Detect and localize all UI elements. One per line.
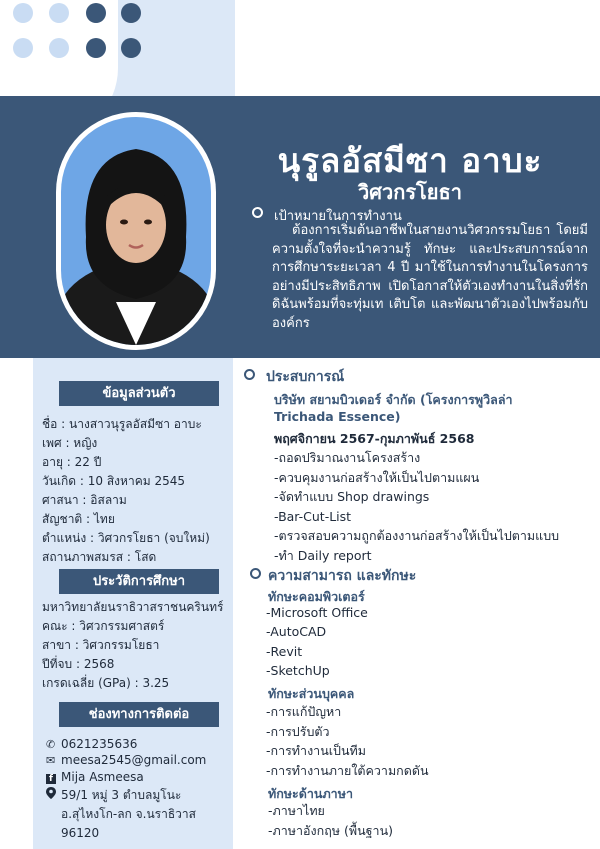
decor-dot [13, 3, 33, 23]
decor-dot [13, 38, 33, 58]
education-line: คณะ : วิศวกรรมศาสตร์ [42, 619, 165, 633]
phone-text: 0621235636 [61, 737, 138, 751]
goal-title: เป้าหมายในการทำงาน [274, 209, 402, 224]
location-pin-icon [46, 786, 59, 805]
personal-skill-item: -การทำงานเป็นทีม [266, 743, 366, 758]
personal-info-line: เพศ : หญิง [42, 436, 98, 450]
decor-dot [121, 38, 141, 58]
contact-heading: ช่องทางการติดต่อ [59, 702, 219, 727]
personal-info-line: สัญชาติ : ไทย [42, 512, 115, 526]
profile-photo [61, 117, 211, 345]
email-text: meesa2545@gmail.com [61, 753, 207, 767]
task-item: -Bar-Cut-List [274, 509, 352, 524]
education-heading: ประวัติการศึกษา [59, 569, 219, 594]
company-line-1: บริษัท สยามบิวเดอร์ จำกัด (โครงการพูวิลล่า [274, 392, 513, 407]
facebook-icon: f [46, 768, 59, 787]
phone-icon: ✆ [46, 738, 56, 751]
education-line: ปีที่จบ : 2568 [42, 657, 115, 671]
language-skills-heading: ทักษะด้านภาษา [268, 786, 353, 801]
address-line-2: อ.สุไหงโก-ลก จ.นราธิวาส [61, 807, 196, 821]
personal-skill-item: -การแก้ปัญหา [266, 704, 342, 719]
experience-bullet-icon [244, 369, 255, 380]
skills-bullet-icon [250, 568, 261, 579]
computer-skill-item: -Microsoft Office [266, 605, 368, 620]
education-line: สาขา : วิศวกรรมโยธา [42, 638, 160, 652]
computer-skills-heading: ทักษะคอมพิวเตอร์ [268, 589, 365, 604]
skills-heading: ความสามารถ และทักษะ [268, 568, 417, 584]
work-period: พฤศจิกายน 2567-กุมภาพันธ์ 2568 [274, 431, 475, 446]
mail-icon: ✉ [46, 754, 56, 767]
personal-skill-item: -การปรับตัว [266, 724, 330, 739]
goal-text: ต้องการเริ่มต้นอาชีพในสายงานวิศวกรรมโยธา โดยมีความตั้งใจที่จะนำความรู้ ทักษะ และประสบการณ์จากการศึกษาระยะเวลา 4 ปี มาใช้ในการทำงานในโครงการอย่างมีประสิทธิภาพ เปิดโอกาสให้ตัวเองทำงานในสิ่งที่รัก ดิฉันพร้อมที่จะทุ่มเท เติบโต และพัฒนาตัวเองไปพร้อมกับองค์กร [272, 223, 588, 331]
decor-dot [86, 38, 106, 58]
person-illustration [61, 117, 211, 345]
address-line-3: 96120 [61, 826, 100, 840]
contact-facebook [46, 768, 144, 787]
education-line: มหาวิทยาลัยนราธิวาสราชนครินทร์ [42, 600, 224, 614]
personal-info-line: ชื่อ : นางสาวนุรูลอัสมีซา อาบะ [42, 417, 202, 431]
decor-dot [49, 3, 69, 23]
task-item: -ทำ Daily report [274, 548, 372, 563]
computer-skill-item: -AutoCAD [266, 624, 327, 639]
experience-heading: ประสบการณ์ [266, 369, 345, 385]
facebook-text: Mija Asmeesa [61, 770, 144, 784]
computer-skill-item: -SketchUp [266, 663, 330, 678]
personal-info-line: ตำแหน่ง : วิศวกรโยธา (จบใหม่) [42, 531, 210, 545]
personal-info-line: อายุ : 22 ปี [42, 455, 102, 469]
decor-dot [49, 38, 69, 58]
computer-skill-item: -Revit [266, 644, 303, 659]
language-skill-item: -ภาษาอังกฤษ (พื้นฐาน) [268, 823, 393, 838]
task-item: -ควบคุมงานก่อสร้างให้เป็นไปตามแผน [274, 470, 480, 485]
language-skill-item: -ภาษาไทย [268, 803, 325, 818]
person-role: วิศวกรโยธา [358, 180, 462, 204]
personal-skill-item: -การทำงานภายใต้ความกดดัน [266, 763, 429, 778]
personal-info-line: ศาสนา : อิสลาม [42, 493, 127, 507]
person-name: นุรูลอัสมีซา อาบะ [277, 141, 543, 180]
task-item: -จัดทำแบบ Shop drawings [274, 489, 430, 504]
decor-dot [86, 3, 106, 23]
contact-address [46, 786, 181, 805]
personal-info-line: วันเกิด : 10 สิงหาคม 2545 [42, 474, 185, 488]
task-item: -ตรวจสอบความถูกต้องงานก่อสร้างให้เป็นไปตามแบบ [274, 528, 560, 543]
education-line: เกรดเฉลี่ย (GPa) : 3.25 [42, 676, 170, 690]
decor-dot [121, 3, 141, 23]
personal-info-heading: ข้อมูลส่วนตัว [59, 381, 219, 406]
company-line-2: Trichada Essence) [274, 409, 401, 424]
personal-skills-heading: ทักษะส่วนบุคคล [268, 686, 355, 701]
goal-bullet-icon [252, 207, 263, 218]
task-item: -ถอดปริมาณงานโครงสร้าง [274, 450, 421, 465]
address-line-1: 59/1 หมู่ 3 ตำบลมูโนะ [61, 788, 182, 802]
personal-info-line: สถานภาพสมรส : โสด [42, 550, 157, 564]
